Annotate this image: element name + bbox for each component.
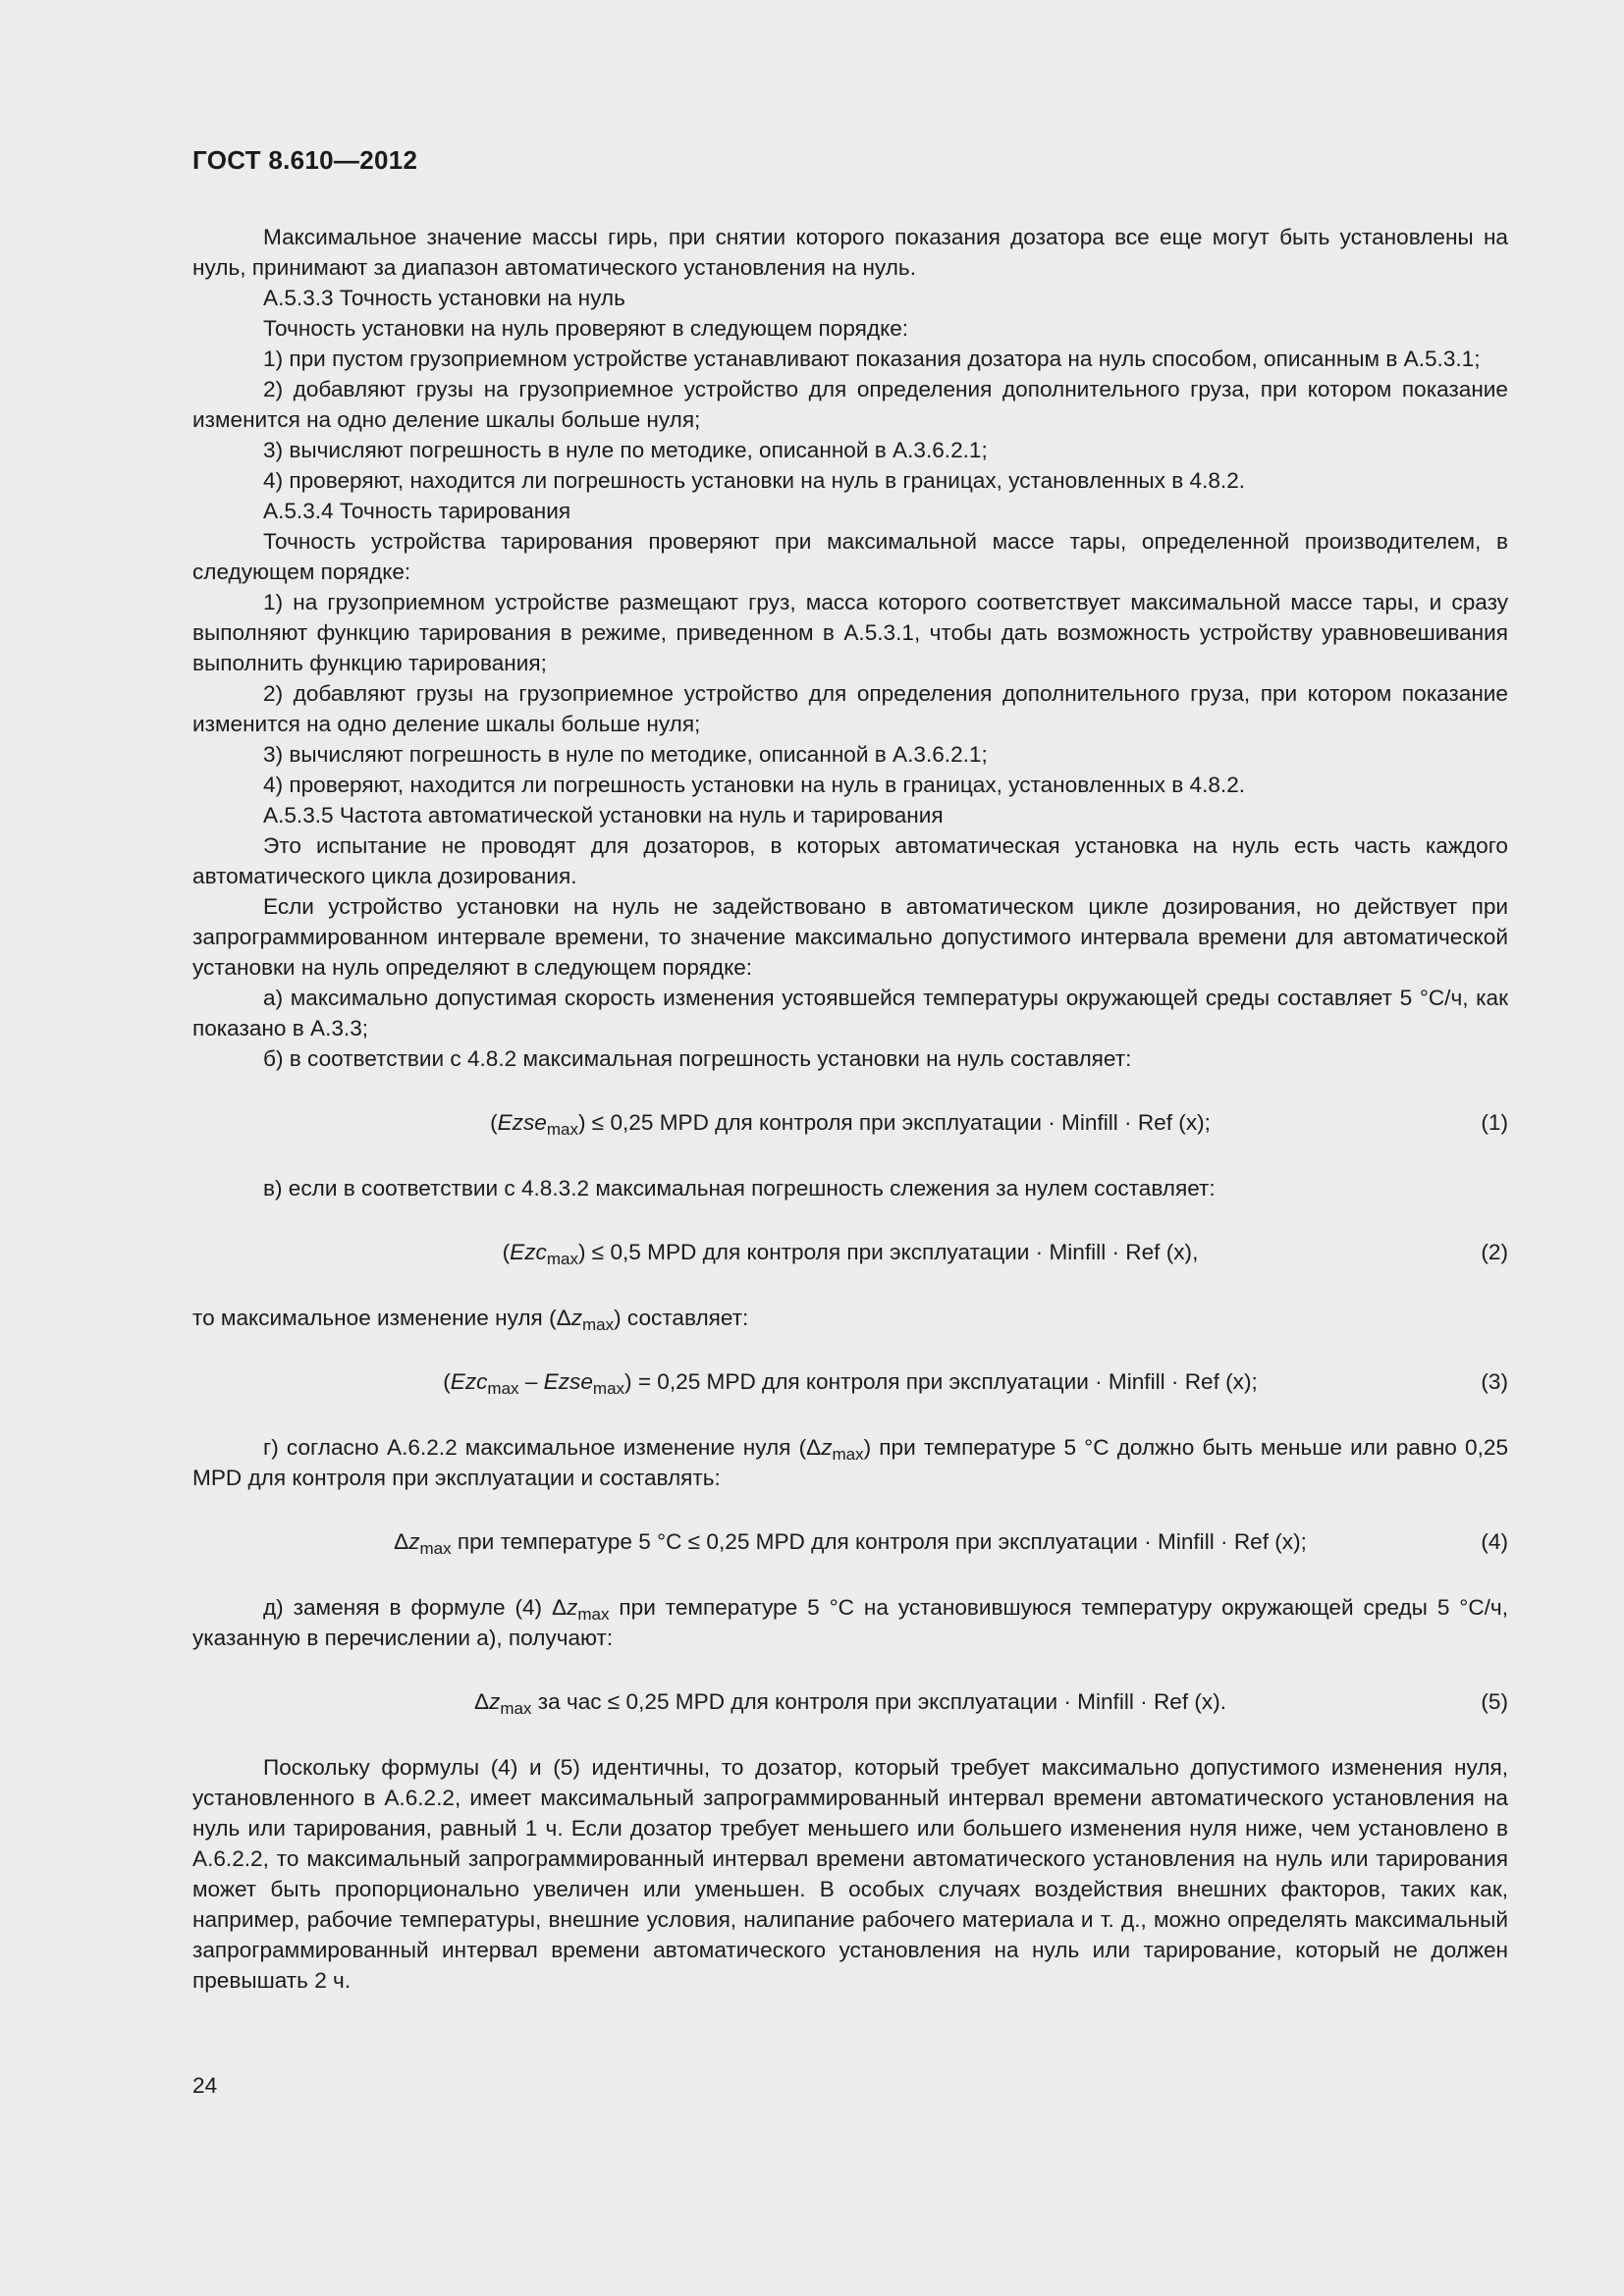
list-item: а) максимально допустимая скорость изменения устоявшейся температуры окружающей среды составляет 5 °С/ч, как показано в А.3.3; <box>192 986 1508 1041</box>
formula-number: (3) <box>1481 1369 1508 1394</box>
math-subscript: max <box>577 1605 610 1624</box>
math-variable: z <box>570 1306 582 1330</box>
list-item: 2) добавляют грузы на грузоприемное устройство для определения дополнительного груза, при котором показание изменится на одно деление шкалы больше нуля; <box>192 377 1508 432</box>
formula-4 <box>192 1526 1508 1557</box>
text-fragment: при температуре 5 °С на установившуюся температуру окружающей среды 5 °С/ч, указанную в перечислении а), получают: <box>192 1595 1508 1650</box>
paragraph: Точность устройства тарирования проверяют при максимальной массе тары, определенной производителем, в следующем порядке: <box>192 529 1508 584</box>
text-fragment: г) согласно А.6.2.2 максимальное изменение нуля (Δ <box>263 1435 822 1460</box>
text-fragment: ) при температуре 5 °С должно быть меньше или равно 0,25 MPD для контроля при эксплуатации и составлять: <box>192 1435 1509 1490</box>
list-item <box>192 1592 1508 1653</box>
formula-subscript: max <box>592 1379 625 1398</box>
list-item: 4) проверяют, находится ли погрешность установки на нуль в границах, установленных в 4.8.2. <box>263 468 1246 493</box>
list-item <box>192 1432 1508 1493</box>
formula-number: (1) <box>1481 1110 1508 1135</box>
paragraph: Точность установки на нуль проверяют в следующем порядке: <box>263 316 909 341</box>
text-fragment: ) составляет: <box>614 1306 749 1330</box>
formula-expression: (Ezc$_{max}$ – Ezse$_{max}$) = 0,25 MPD для контроля при эксплуатации · Minfill · Ref (x); <box>443 1369 1258 1398</box>
formula-subscript: max <box>487 1379 519 1398</box>
paragraph <box>192 1303 1508 1333</box>
formula-subscript: max <box>546 1250 578 1268</box>
section-heading: А.5.3.3 Точность установки на нуль <box>263 286 625 310</box>
formula-subscript: max <box>500 1699 532 1718</box>
list-item: 3) вычисляют погрешность в нуле по методике, описанной в А.3.6.2.1; <box>263 438 988 462</box>
math-subscript: max <box>581 1315 615 1334</box>
list-item: 3) вычисляют погрешность в нуле по методике, описанной в А.3.6.2.1; <box>263 742 988 767</box>
formula-2 <box>192 1237 1508 1267</box>
formula-subscript: max <box>419 1539 452 1558</box>
formula-variable: z <box>408 1529 420 1554</box>
formula-1 <box>192 1107 1508 1138</box>
formula-5 <box>192 1686 1508 1717</box>
list-item: 4) проверяют, находится ли погрешность установки на нуль в границах, установленных в 4.8.2. <box>263 773 1246 797</box>
formula-expression: (Ezc$_{max}$) ≤ 0,5 MPD для контроля при эксплуатации · Minfill · Ref (x), <box>502 1240 1199 1268</box>
paragraph: Это испытание не проводят для дозаторов, в которых автоматическая установка на нуль есть часть каждого автоматического цикла дозирования. <box>192 833 1508 888</box>
page-number: 24 <box>192 2073 218 2098</box>
formula-rest: ) = 0,25 MPD для контроля при эксплуатации · Minfill · Ref (x); <box>624 1369 1258 1394</box>
formula-rest: ) ≤ 0,5 MPD для контроля при эксплуатации · Minfill · Ref (x), <box>577 1240 1199 1264</box>
paragraph: Если устройство установки на нуль не задействовано в автоматическом цикле дозирования, но действует при запрограммированном интервале времени, то значение максимально допустимого интервала времени для автоматической установки на нуль определяют в следующем порядке: <box>192 894 1508 980</box>
list-item: в) если в соответствии с 4.8.3.2 максимальная погрешность слежения за нулем составляет: <box>263 1176 1216 1201</box>
list-item: б) в соответствии с 4.8.2 максимальная погрешность установки на нуль составляет: <box>263 1046 1132 1071</box>
formula-number: (2) <box>1481 1240 1508 1264</box>
formula-variable: Ezc <box>450 1369 488 1394</box>
formula-rest: ) ≤ 0,25 MPD для контроля при эксплуатации · Minfill · Ref (x); <box>577 1110 1211 1135</box>
section-heading: А.5.3.4 Точность тарирования <box>263 499 571 523</box>
formula-variable: z <box>489 1689 501 1714</box>
formula-expression: $\Delta z_{max}$ за час ≤ 0,25 MPD для контроля при эксплуатации · Minfill · Ref (x). <box>473 1689 1227 1718</box>
math-subscript: max <box>832 1445 864 1464</box>
formula-number: (4) <box>1481 1529 1508 1554</box>
formula-rest: при температуре 5 °С ≤ 0,25 MPD для контроля при эксплуатации · Minfill · Ref (x); <box>451 1529 1307 1554</box>
formula-3 <box>192 1366 1508 1397</box>
math-variable: z <box>821 1435 833 1460</box>
formula-expression: $\Delta z_{max}$ при температуре 5 °С ≤ 0,25 MPD для контроля при эксплуатации · Minfill · Ref (x); <box>394 1529 1307 1558</box>
paragraph: Поскольку формулы (4) и (5) идентичны, то дозатор, который требует максимально допустимого изменения нуля, установленного в А.6.2.2, имеет максимальный запрограммированный интервал времени автоматического установления на нуль или тарирования, равный 1 ч. Если дозатор требует меньшего или большего изменения нуля ниже, чем установлено в А.6.2.2, то максимальный запрограммированный интервал времени автоматического установления на нуль или тарирования может быть пропорционально увеличен или уменьшен. В особых случаях воздействия внешних факторов, таких как, например, рабочие температуры, внешние условия, налипание рабочего материала и т. д., можно определять максимальный запрограммированный интервал времени автоматического установления на нуль или тарирование, который не должен превышать 2 ч. <box>192 1755 1508 1993</box>
document-header: ГОСТ 8.610—2012 <box>192 145 418 175</box>
formula-expression: (Ezse$_{max}$) ≤ 0,25 MPD для контроля при эксплуатации · Minfill · Ref (x); <box>490 1110 1211 1139</box>
list-item: 1) при пустом грузоприемном устройстве устанавливают показания дозатора на нуль способом, описанным в А.5.3.1; <box>263 347 1481 371</box>
formula-subscript: max <box>546 1120 578 1139</box>
formula-rest: за час ≤ 0,25 MPD для контроля при эксплуатации · Minfill · Ref (x). <box>531 1689 1227 1714</box>
section-heading: А.5.3.5 Частота автоматической установки на нуль и тарирования <box>263 803 944 828</box>
formula-operator: – <box>518 1369 544 1394</box>
list-item: 2) добавляют грузы на грузоприемное устройство для определения дополнительного груза, при котором показание изменится на одно деление шкалы больше нуля; <box>192 681 1508 736</box>
formula-variable: Ezse <box>543 1369 593 1394</box>
document-body <box>192 222 1508 1996</box>
math-variable: z <box>567 1595 578 1620</box>
formula-variable: Ezse <box>497 1110 547 1135</box>
formula-variable: Ezc <box>510 1240 547 1264</box>
text-fragment: то максимальное изменение нуля (Δ <box>192 1306 571 1330</box>
formula-number: (5) <box>1481 1689 1508 1714</box>
paragraph: Максимальное значение массы гирь, при снятии которого показания дозатора все еще могут быть установлены на нуль, принимают за диапазон автоматического установления на нуль. <box>192 225 1508 280</box>
text-fragment: д) заменяя в формуле (4) Δ <box>263 1595 568 1620</box>
list-item: 1) на грузоприемном устройстве размещают груз, масса которого соответствует максимальной массе тары, и сразу выполняют функцию тарирования в режиме, приведенном в А.5.3.1, чтобы дать возможность устройству уравновешивания выполнить функцию тарирования; <box>192 590 1508 675</box>
